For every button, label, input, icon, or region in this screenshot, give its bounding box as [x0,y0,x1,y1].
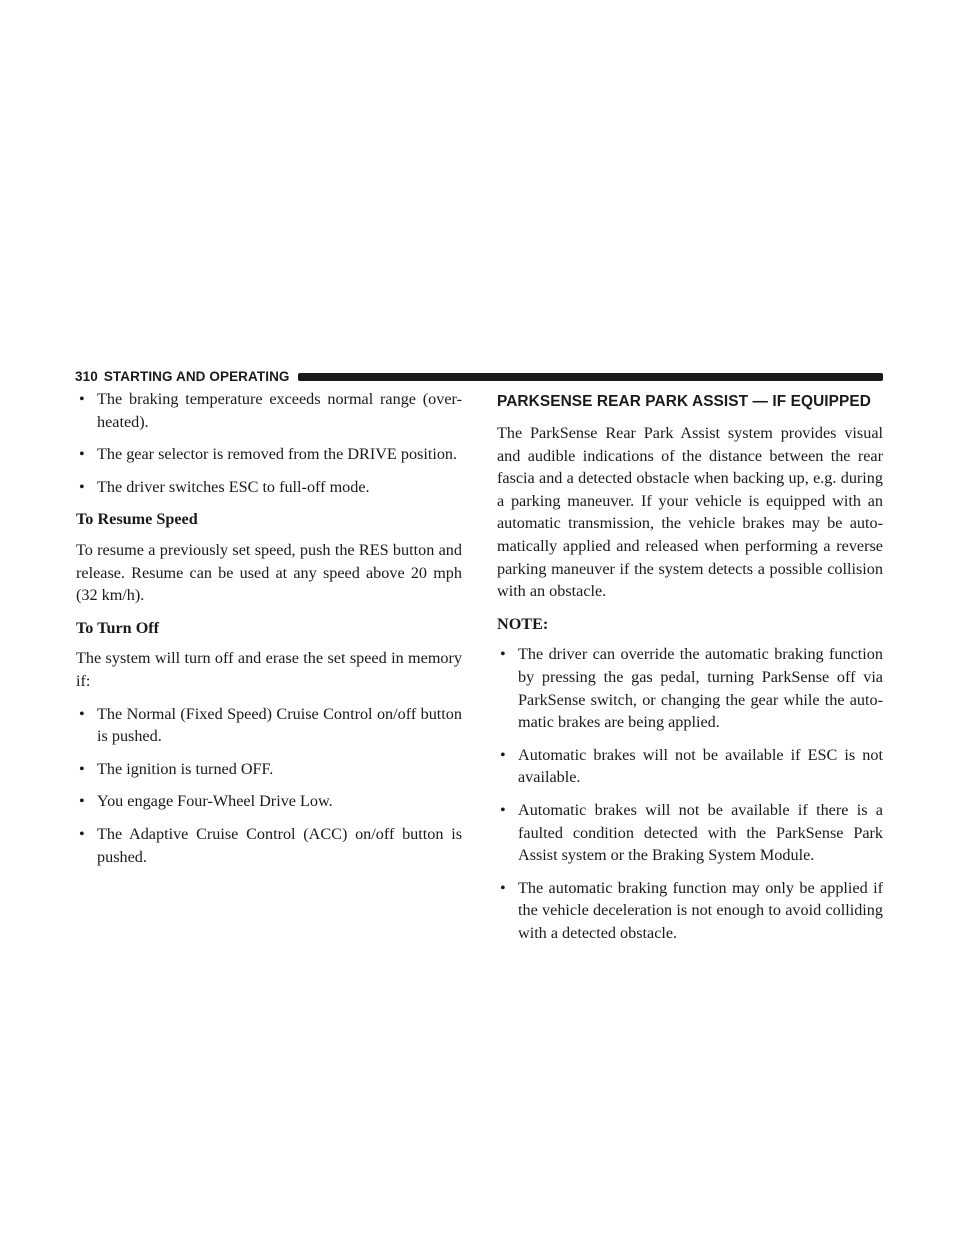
bullet-icon: • [79,390,85,408]
bullet-icon: • [79,759,85,778]
section-title: STARTING AND OPERATING [103,369,290,384]
list-item: • The Adaptive Cruise Control (ACC) on/off button is pushed. [79,824,462,866]
list-item: • The Normal (Fixed Speed) Cruise Control on/off button is pushed. [79,704,462,746]
list-item: • The driver switches ESC to full-off mode. [76,476,462,499]
parksense-intro: The ParkSense Rear Park Assist system provides visual and audible indications of the distance between the rear fascia and a detected obstacle when backing up, e.g. during a parking maneuver. If your vehicle is equipped with an automatic transmission, the vehicle brakes may be auto-matically applied and released when performing a reverse parking maneuver if the system detects a possible collision with an obstacle. [497,424,883,601]
resume-speed-heading: To Resume Speed [76,510,198,529]
page-number: 310 [75,369,98,384]
bullet-icon: • [500,878,506,897]
bullet-icon: • [79,704,85,723]
list-item: • You engage Four-Wheel Drive Low. [76,790,462,813]
resume-speed-text: To resume a previously set speed, push the RES button and release. Resume can be used at any speed above 20 mph (32 km/h). [76,540,462,605]
list-item: • The automatic braking function may only be applied if the vehicle deceleration is not enough to avoid colliding with a detected obstacle. [500,878,883,942]
bullet-icon: • [79,824,85,843]
bullet-icon: • [79,792,85,811]
bullet-icon: • [500,800,506,819]
right-column [497,388,883,954]
note-label: NOTE: [497,614,549,633]
list-item: • Automatic brakes will not be available if there is a faulted condition detected with the ParkSense Park Assist system or the Braking System Module. [500,800,883,865]
list-item: • The ignition is turned OFF. [76,758,462,781]
bullet-icon: • [79,445,85,464]
header-rule [298,373,883,381]
bullet-icon: • [500,645,506,664]
list-item: • The braking temperature exceeds normal range (over-heated). [79,390,462,431]
turn-off-text: The system will turn off and erase the set speed in memory if: [76,649,462,690]
list-item: • The gear selector is removed from the DRIVE position. [76,443,462,466]
bullet-icon: • [500,745,506,764]
list-item: • Automatic brakes will not be available if ESC is not available. [500,745,883,787]
turn-off-heading: To Turn Off [76,618,160,637]
parksense-heading: PARKSENSE REAR PARK ASSIST — IF EQUIPPED [497,393,871,410]
list-item: • The driver can override the automatic braking function by pressing the gas pedal, turning ParkSense off via ParkSense switch, or changing the gear while the auto-matic brakes are being applied. [500,645,883,732]
left-column [76,388,462,878]
bullet-icon: • [79,477,85,496]
page-header [75,368,883,385]
